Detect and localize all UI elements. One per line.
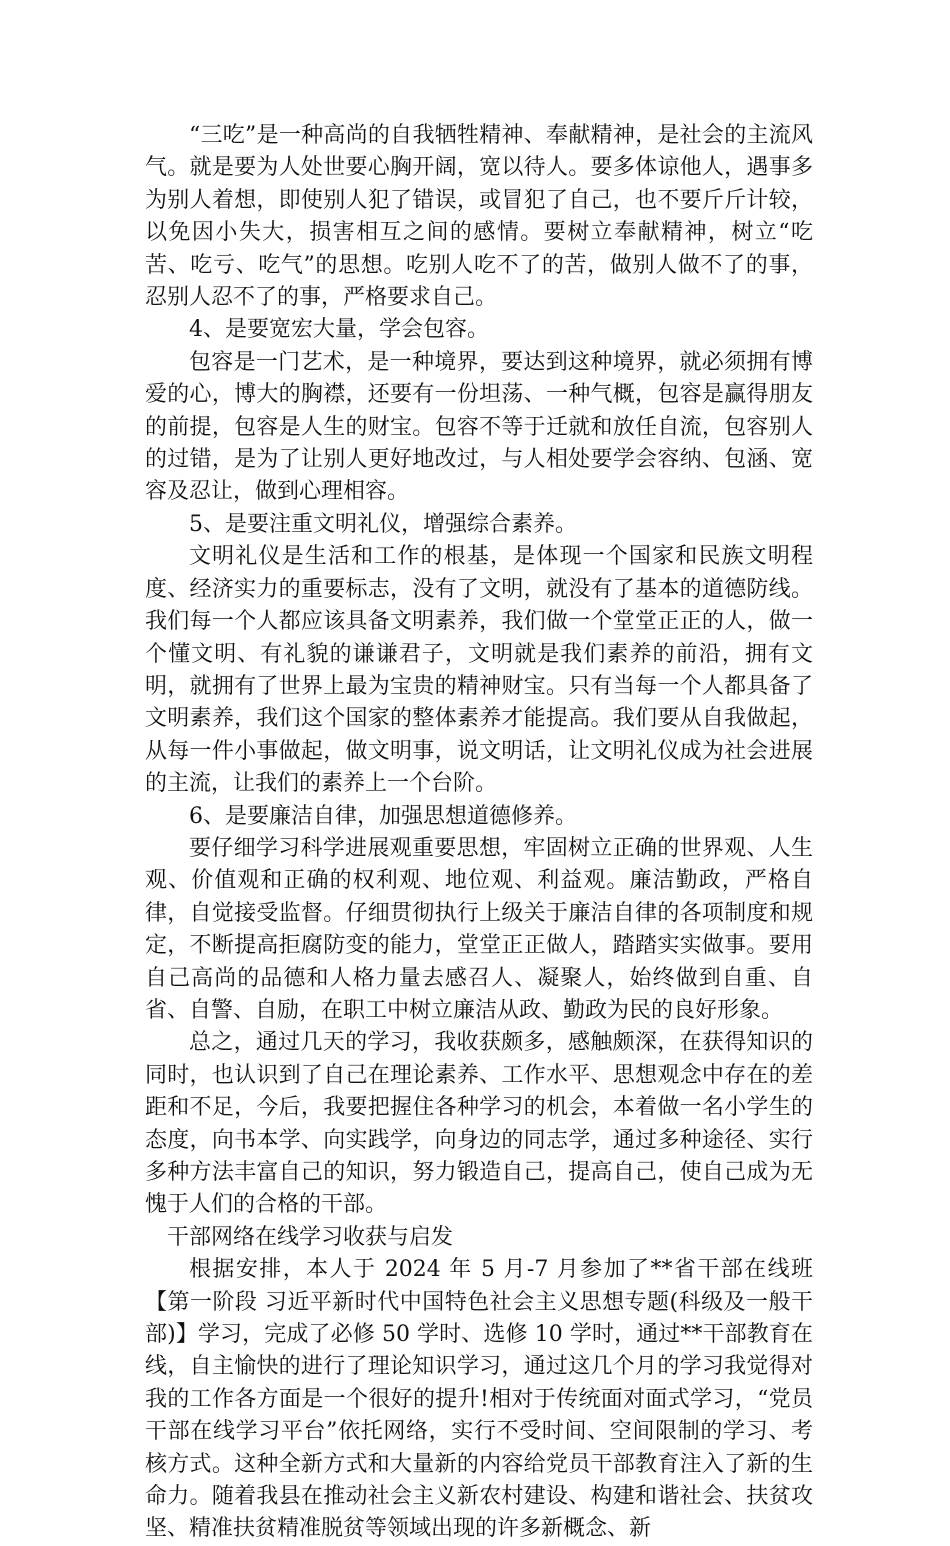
article-title: 干部网络在线学习收获与启发 [167,1224,454,1250]
section-heading-4: 4、是要宽宏大量，学会包容。 [189,317,489,343]
paragraph-etiquette: 文明礼仪是生活和工作的根基，是体现一个国家和民族文明程度、经济实力的重要标志，没有了文明，就没有了基本的道德防线。我们每一个人都应该具备文明素养，我们做一个堂堂正正的人，做一个懂文明、有礼貌的谦谦君子，文明就是我们素养的前沿，拥有文明，就拥有了世界上最为宝贵的精神财宝。只有当每一个人都具备了文明素养，我们这个国家的整体素养才能提高。我们要从自我做起，从每一件小事做起，做文明事，说文明话，让文明礼仪成为社会进展的主流，让我们的素养上一个台阶。 [145,544,813,797]
paragraph-summary: 总之，通过几天的学习，我收获颇多，感触颇深，在获得知识的同时，也认识到了自己在理论素养、工作水平、思想观念中存在的差距和不足，今后，我要把握住各种学习的机会，本着做一名小学生的态度，向书本学、向实践学，向身边的同志学，通过多种途径、实行多种方法丰富自己的知识，努力锻造自己，提高自己，使自己成为无愧于人们的合格的干部。 [145,1030,813,1218]
section-heading-5: 5、是要注重文明礼仪，增强综合素养。 [189,511,577,537]
paragraph-san-chi: “三吃”是一种高尚的自我牺牲精神、奉献精神，是社会的主流风气。就是要为人处世要心胸开阔，宽以待人。要多体谅他人，遇事多为别人着想，即使别人犯了错误，或冒犯了自己，也不要斤斤计较，以免因小失大，损害相互之间的感情。要树立奉献精神，树立“吃苦、吃亏、吃气”的思想。吃别人吃不了的苦，做别人做不了的事，忍别人忍不了的事，严格要求自己。 [145,123,813,311]
document-page [145,120,813,1546]
paragraph-integrity: 要仔细学习科学进展观重要思想，牢固树立正确的世界观、人生观、价值观和正确的权利观、地位观、利益观。廉洁勤政，严格自律，自觉接受监督。仔细贯彻执行上级关于廉洁自律的各项制度和规定，不断提高拒腐防变的能力，堂堂正正做人，踏踏实实做事。要用自己高尚的品德和人格力量去感召人、凝聚人，始终做到自重、自省、自警、自励，在职工中树立廉洁从政、勤政为民的良好形象。 [145,835,813,1023]
paragraph-tolerance: 包容是一门艺术，是一种境界，要达到这种境界，就必须拥有博爱的心，博大的胸襟，还要有一份坦荡、一种气概，包容是赢得朋友的前提，包容是人生的财宝。包容不等于迁就和放任自流，包容别人的过错，是为了让别人更好地改过，与人相处要学会容纳、包涵、宽容及忍让，做到心理相容。 [145,349,813,505]
paragraph-online-learning: 根据安排，本人于 2024 年 5 月-7 月参加了**省干部在线班【第一阶段 习近平新时代中国特色社会主义思想专题(科级及一般干部)】学习，完成了必修 50 学时、选修 10 学时，通过**干部教育在线，自主愉快的进行了理论知识学习，通过这几个月的学习我觉得对我的工作各方面是一个很好的提升!相对于传统面对面式学习，“党员干部在线学习平台”依托网络，实行不受时间、空间限制的学习、考核方式。这种全新方式和大量新的内容给党员干部教育注入了新的生命力。随着我县在推动社会主义新农村建设、构建和谐社会、扶贫攻坚、精准扶贫精准脱贫等领域出现的许多新概念、新 [145,1257,813,1542]
section-heading-6: 6、是要廉洁自律，加强思想道德修养。 [189,803,577,829]
